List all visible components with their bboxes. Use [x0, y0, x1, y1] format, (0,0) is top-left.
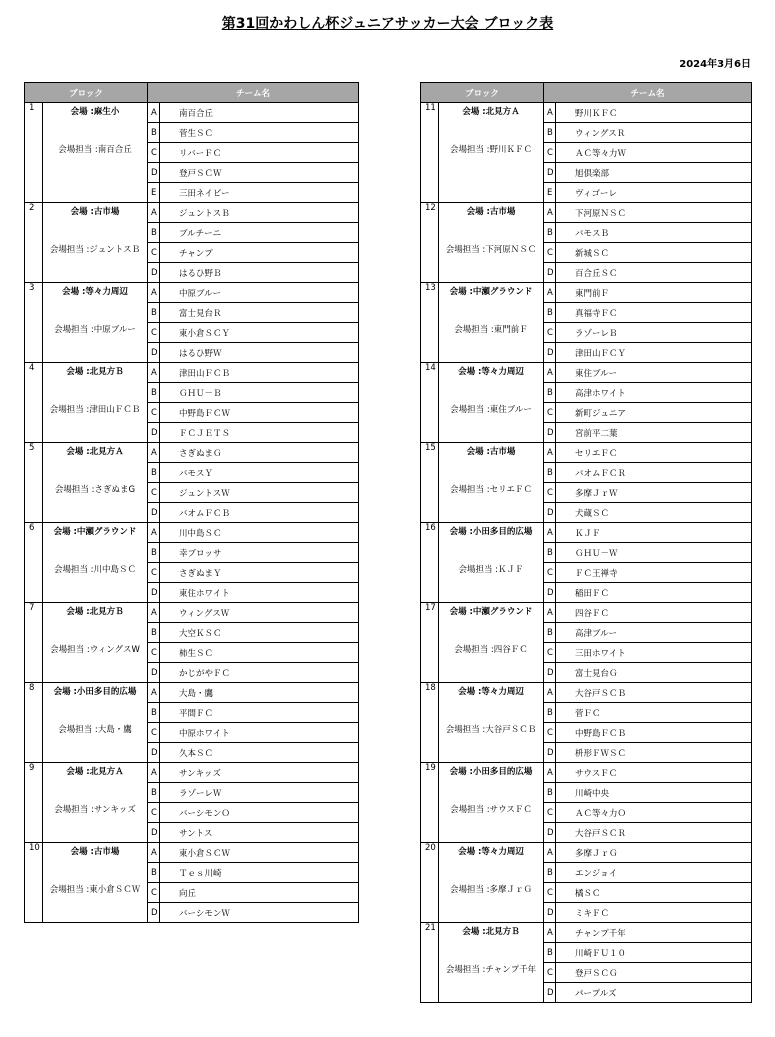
- team-name: 津田山ＦＣＹ: [556, 343, 752, 363]
- table-row: [25, 203, 359, 223]
- team-name: バオムＦＣＲ: [556, 463, 752, 483]
- header-block: ブロック: [421, 83, 544, 103]
- venue-representative: 会場担当 :チャンプ千年: [445, 965, 537, 975]
- team-letter: A: [544, 523, 556, 543]
- team-name: バーシモンＯ: [160, 803, 359, 823]
- header-block: ブロック: [25, 83, 148, 103]
- team-letter: B: [148, 623, 160, 643]
- team-letter: D: [148, 263, 160, 283]
- team-name: 柿生ＳＣ: [160, 643, 359, 663]
- team-letter: A: [148, 283, 160, 303]
- team-letter: B: [148, 383, 160, 403]
- block-number: 16: [421, 523, 439, 603]
- team-name: 中野島ＦＣＢ: [556, 723, 752, 743]
- team-letter: D: [148, 343, 160, 363]
- team-letter: D: [544, 343, 556, 363]
- team-letter: B: [544, 383, 556, 403]
- team-name: 大空ＫＳＣ: [160, 623, 359, 643]
- team-name: ＡＣ等々力Ｗ: [556, 143, 752, 163]
- block-number: 1: [25, 103, 43, 203]
- table-row: [25, 683, 359, 703]
- team-name: チャンプ千年: [556, 923, 752, 943]
- team-name: パープルズ: [556, 983, 752, 1003]
- team-letter: D: [544, 163, 556, 183]
- block-number: 14: [421, 363, 439, 443]
- team-letter: A: [544, 603, 556, 623]
- venue-label: 会場 :小田多目的広場: [449, 527, 533, 537]
- block-venue-cell: [439, 523, 544, 603]
- block-number: 20: [421, 843, 439, 923]
- team-letter: B: [544, 943, 556, 963]
- venue-label: 会場 :北見方Ａ: [66, 767, 124, 777]
- table-row: [421, 683, 752, 703]
- venue-representative: 会場担当 :サンキッズ: [54, 805, 136, 815]
- block-venue-cell: [43, 443, 148, 523]
- venue-label: 会場 :中瀬グラウンド: [449, 287, 533, 297]
- team-letter: C: [148, 143, 160, 163]
- team-letter: A: [544, 363, 556, 383]
- team-letter: D: [148, 163, 160, 183]
- team-name: ＦＣ王禅寺: [556, 563, 752, 583]
- team-letter: A: [544, 283, 556, 303]
- venue-label: 会場 :古市場: [70, 847, 120, 857]
- block-venue-cell: [43, 763, 148, 843]
- team-letter: D: [148, 583, 160, 603]
- team-name: ラゾーレＷ: [160, 783, 359, 803]
- venue-representative: 会場担当 :多摩ＪｒＧ: [449, 885, 533, 895]
- team-letter: D: [544, 743, 556, 763]
- venue-representative: 会場担当 :東住ブルー: [450, 405, 532, 415]
- venue-representative: 会場担当 :サウスＦＣ: [450, 805, 532, 815]
- block-number: 12: [421, 203, 439, 283]
- team-letter: C: [148, 483, 160, 503]
- table-row: [421, 103, 752, 123]
- team-name: 大谷戸ＳＣＢ: [556, 683, 752, 703]
- team-name: ＧＨＵ－Ｗ: [556, 543, 752, 563]
- team-letter: C: [148, 643, 160, 663]
- venue-representative: 会場担当 :津田山ＦＣＢ: [49, 405, 141, 415]
- team-letter: D: [148, 423, 160, 443]
- team-name: 多摩ＪｒＧ: [556, 843, 752, 863]
- block-venue-cell: [439, 363, 544, 443]
- team-name: 向丘: [160, 883, 359, 903]
- team-name: 中原ホワイト: [160, 723, 359, 743]
- team-letter: A: [544, 203, 556, 223]
- block-body: [25, 103, 359, 923]
- team-name: 中原ブルー: [160, 283, 359, 303]
- team-name: 野川ＫＦＣ: [556, 103, 752, 123]
- team-name: チャンプ: [160, 243, 359, 263]
- team-letter: C: [544, 563, 556, 583]
- table-row: [421, 603, 752, 623]
- block-venue-cell: [43, 203, 148, 283]
- venue-representative: 会場担当 :四谷ＦＣ: [454, 645, 528, 655]
- venue-label: 会場 :北見方Ｂ: [66, 367, 124, 377]
- venue-label: 会場 :小田多目的広場: [449, 767, 533, 777]
- team-name: 東住ブルー: [556, 363, 752, 383]
- block-table-right: [420, 82, 752, 1003]
- team-name: 新城ＳＣ: [556, 243, 752, 263]
- team-letter: C: [544, 803, 556, 823]
- team-name: ＡＣ等々力Ｏ: [556, 803, 752, 823]
- venue-representative: 会場担当 :下河原ＮＳＣ: [445, 245, 537, 255]
- team-letter: C: [544, 643, 556, 663]
- team-letter: D: [544, 423, 556, 443]
- table-row: [25, 283, 359, 303]
- team-name: 菅生ＳＣ: [160, 123, 359, 143]
- team-name: ヴィゴーレ: [556, 183, 752, 203]
- team-name: さぎぬまＧ: [160, 443, 359, 463]
- team-name: 百合丘ＳＣ: [556, 263, 752, 283]
- team-name: 登戸ＳＣＷ: [160, 163, 359, 183]
- block-number: 17: [421, 603, 439, 683]
- team-name: 平間ＦＣ: [160, 703, 359, 723]
- team-letter: C: [148, 323, 160, 343]
- team-letter: B: [148, 783, 160, 803]
- team-letter: D: [544, 663, 556, 683]
- team-letter: C: [148, 243, 160, 263]
- table-row: [25, 363, 359, 383]
- team-name: 東住ホワイト: [160, 583, 359, 603]
- block-venue-cell: [439, 203, 544, 283]
- team-name: Ｔｅｓ川崎: [160, 863, 359, 883]
- team-letter: D: [148, 903, 160, 923]
- block-venue-cell: [43, 603, 148, 683]
- block-number: 9: [25, 763, 43, 843]
- team-letter: A: [148, 763, 160, 783]
- block-number: 21: [421, 923, 439, 1003]
- team-name: 大島・鷹: [160, 683, 359, 703]
- table-row: [421, 363, 752, 383]
- team-name: リバーＦＣ: [160, 143, 359, 163]
- venue-label: 会場 :古市場: [70, 207, 120, 217]
- venue-representative: 会場担当 :さぎぬまG: [54, 485, 136, 495]
- block-number: 15: [421, 443, 439, 523]
- team-name: さぎぬまＹ: [160, 563, 359, 583]
- team-name: 三田ネイビー: [160, 183, 359, 203]
- block-venue-cell: [439, 443, 544, 523]
- venue-label: 会場 :小田多目的広場: [53, 687, 137, 697]
- table-row: [421, 923, 752, 943]
- team-letter: E: [544, 183, 556, 203]
- team-letter: C: [544, 963, 556, 983]
- team-letter: A: [148, 203, 160, 223]
- team-name: 富士見台Ｇ: [556, 663, 752, 683]
- team-letter: D: [544, 823, 556, 843]
- table-row: [421, 443, 752, 463]
- page-title: 第31回かわしん杯ジュニアサッカー大会 ブロック表: [221, 16, 554, 32]
- team-name: 登戸ＳＣＧ: [556, 963, 752, 983]
- team-letter: A: [544, 443, 556, 463]
- team-letter: B: [148, 123, 160, 143]
- team-letter: D: [148, 823, 160, 843]
- venue-label: 会場 :等々力周辺: [62, 287, 128, 297]
- team-name: 南百合丘: [160, 103, 359, 123]
- block-venue-cell: [43, 843, 148, 923]
- team-letter: A: [544, 763, 556, 783]
- team-letter: B: [544, 543, 556, 563]
- team-letter: C: [544, 323, 556, 343]
- table-row: [25, 763, 359, 783]
- venue-representative: 会場担当 :東門前Ｆ: [454, 325, 528, 335]
- venue-label: 会場 :等々力周辺: [458, 367, 524, 377]
- block-venue-cell: [439, 763, 544, 843]
- table-row: [25, 103, 359, 123]
- team-letter: A: [148, 363, 160, 383]
- team-name: 川崎中央: [556, 783, 752, 803]
- team-name: 高津ブルー: [556, 623, 752, 643]
- venue-representative: 会場担当 :野川ＫＦＣ: [449, 145, 533, 155]
- team-letter: D: [544, 903, 556, 923]
- team-name: ウィングスＷ: [160, 603, 359, 623]
- venue-representative: 会場担当 :東小倉ＳＣＷ: [49, 885, 141, 895]
- table-row: [421, 763, 752, 783]
- venue-representative: 会場担当 :南百合丘: [58, 145, 132, 155]
- table-row: [25, 523, 359, 543]
- block-venue-cell: [439, 683, 544, 763]
- team-name: バモスＢ: [556, 223, 752, 243]
- venue-label: 会場 :等々力周辺: [458, 687, 524, 697]
- team-name: 旭倶楽部: [556, 163, 752, 183]
- block-number: 5: [25, 443, 43, 523]
- venue-representative: 会場担当 :中原ブルー: [54, 325, 136, 335]
- team-name: ラゾーレＢ: [556, 323, 752, 343]
- team-letter: C: [148, 883, 160, 903]
- block-number: 8: [25, 683, 43, 763]
- block-number: 11: [421, 103, 439, 203]
- block-venue-cell: [439, 603, 544, 683]
- team-name: 津田山ＦＣＢ: [160, 363, 359, 383]
- block-number: 19: [421, 763, 439, 843]
- team-name: バモスＹ: [160, 463, 359, 483]
- team-letter: C: [544, 403, 556, 423]
- block-venue-cell: [43, 683, 148, 763]
- venue-label: 会場 :北見方Ｂ: [462, 927, 520, 937]
- team-letter: C: [544, 883, 556, 903]
- table-row: [421, 283, 752, 303]
- team-letter: D: [148, 743, 160, 763]
- team-name: 久本ＳＣ: [160, 743, 359, 763]
- document-date: 2024年3月6日: [679, 59, 751, 70]
- team-letter: A: [544, 683, 556, 703]
- team-letter: A: [544, 923, 556, 943]
- team-name: バオムＦＣＢ: [160, 503, 359, 523]
- venue-label: 会場 :古市場: [466, 447, 516, 457]
- team-letter: B: [148, 223, 160, 243]
- team-letter: B: [544, 463, 556, 483]
- team-letter: A: [148, 683, 160, 703]
- team-letter: B: [148, 303, 160, 323]
- team-letter: B: [544, 863, 556, 883]
- table-row: [421, 523, 752, 543]
- team-letter: A: [148, 443, 160, 463]
- team-name: 中野島ＦＣＷ: [160, 403, 359, 423]
- block-venue-cell: [439, 283, 544, 363]
- team-name: 稲田ＦＣ: [556, 583, 752, 603]
- team-name: 川崎ＦＵ１０: [556, 943, 752, 963]
- block-venue-cell: [43, 363, 148, 443]
- team-name: 東小倉ＳＣＹ: [160, 323, 359, 343]
- venue-representative: 会場担当 :川中島ＳＣ: [53, 565, 137, 575]
- team-letter: D: [148, 503, 160, 523]
- team-name: ウィングスＲ: [556, 123, 752, 143]
- team-letter: B: [148, 863, 160, 883]
- team-letter: A: [148, 603, 160, 623]
- venue-label: 会場 :麻生小: [70, 107, 120, 117]
- team-name: ミキＦＣ: [556, 903, 752, 923]
- team-name: 枡形ＦＷＳＣ: [556, 743, 752, 763]
- team-letter: A: [148, 103, 160, 123]
- team-letter: D: [544, 503, 556, 523]
- venue-representative: 会場担当 :セリエＦＣ: [450, 485, 532, 495]
- table-row: [421, 203, 752, 223]
- venue-representative: 会場担当 :ウィングスW: [50, 645, 140, 655]
- team-name: 多摩ＪｒＷ: [556, 483, 752, 503]
- team-letter: E: [148, 183, 160, 203]
- team-letter: B: [544, 703, 556, 723]
- team-name: ブルチーニ: [160, 223, 359, 243]
- team-letter: C: [544, 143, 556, 163]
- header-team: チーム名: [148, 83, 359, 103]
- team-name: サウスＦＣ: [556, 763, 752, 783]
- team-name: はるひ野Ｗ: [160, 343, 359, 363]
- team-letter: B: [544, 783, 556, 803]
- team-name: 東小倉ＳＣＷ: [160, 843, 359, 863]
- team-letter: D: [148, 663, 160, 683]
- venue-label: 会場 :古市場: [466, 207, 516, 217]
- team-name: 幸ブロッサ: [160, 543, 359, 563]
- block-body: [421, 103, 752, 1003]
- team-name: 宮前平二葉: [556, 423, 752, 443]
- team-name: 四谷ＦＣ: [556, 603, 752, 623]
- team-letter: B: [148, 463, 160, 483]
- team-letter: A: [544, 103, 556, 123]
- block-number: 10: [25, 843, 43, 923]
- team-name: 川中島ＳＣ: [160, 523, 359, 543]
- block-venue-cell: [439, 843, 544, 923]
- team-name: 大谷戸ＳＣＲ: [556, 823, 752, 843]
- block-number: 18: [421, 683, 439, 763]
- team-name: 菅ＦＣ: [556, 703, 752, 723]
- venue-label: 会場 :等々力周辺: [458, 847, 524, 857]
- team-letter: C: [148, 723, 160, 743]
- venue-label: 会場 :北見方Ａ: [66, 447, 124, 457]
- team-name: ＧＨＵ－Ｂ: [160, 383, 359, 403]
- block-number: 6: [25, 523, 43, 603]
- team-letter: D: [544, 263, 556, 283]
- team-name: セリエＦＣ: [556, 443, 752, 463]
- block-venue-cell: [439, 103, 544, 203]
- block-venue-cell: [43, 103, 148, 203]
- team-name: 犬蔵ＳＣ: [556, 503, 752, 523]
- team-letter: C: [148, 803, 160, 823]
- team-name: はるひ野Ｂ: [160, 263, 359, 283]
- table-row: [25, 443, 359, 463]
- venue-label: 会場 :北見方Ａ: [462, 107, 520, 117]
- team-letter: A: [544, 843, 556, 863]
- team-letter: C: [544, 243, 556, 263]
- team-letter: D: [544, 983, 556, 1003]
- team-letter: C: [148, 403, 160, 423]
- team-name: 三田ホワイト: [556, 643, 752, 663]
- header-team: チーム名: [544, 83, 752, 103]
- team-letter: B: [544, 223, 556, 243]
- team-name: サントス: [160, 823, 359, 843]
- block-table-left: [24, 82, 359, 923]
- team-letter: B: [148, 543, 160, 563]
- team-letter: B: [148, 703, 160, 723]
- team-name: 真福寺ＦＣ: [556, 303, 752, 323]
- block-number: 7: [25, 603, 43, 683]
- table-row: [25, 843, 359, 863]
- team-name: かじがやＦＣ: [160, 663, 359, 683]
- venue-representative: 会場担当 :大島・鷹: [58, 725, 132, 735]
- team-letter: A: [148, 523, 160, 543]
- block-number: 4: [25, 363, 43, 443]
- team-name: 下河原ＮＳＣ: [556, 203, 752, 223]
- team-name: 富士見台Ｒ: [160, 303, 359, 323]
- team-name: ジュントスＷ: [160, 483, 359, 503]
- team-letter: B: [544, 303, 556, 323]
- venue-representative: 会場担当 :大谷戸ＳＣＢ: [445, 725, 537, 735]
- block-venue-cell: [439, 923, 544, 1003]
- team-letter: C: [544, 723, 556, 743]
- block-venue-cell: [43, 523, 148, 603]
- team-name: エンジョイ: [556, 863, 752, 883]
- table-row: [25, 603, 359, 623]
- team-letter: D: [544, 583, 556, 603]
- team-letter: C: [148, 563, 160, 583]
- venue-representative: 会場担当 :ＫＪＦ: [458, 565, 524, 575]
- team-name: ジュントスＢ: [160, 203, 359, 223]
- venue-representative: 会場担当 :ジュントスＢ: [49, 245, 141, 255]
- team-letter: C: [544, 483, 556, 503]
- team-letter: B: [544, 623, 556, 643]
- block-number: 2: [25, 203, 43, 283]
- table-row: [421, 843, 752, 863]
- team-letter: B: [544, 123, 556, 143]
- team-name: ＫＪＦ: [556, 523, 752, 543]
- venue-label: 会場 :北見方Ｂ: [66, 607, 124, 617]
- team-letter: A: [148, 843, 160, 863]
- block-number: 3: [25, 283, 43, 363]
- block-number: 13: [421, 283, 439, 363]
- block-venue-cell: [43, 283, 148, 363]
- team-name: バーシモンＷ: [160, 903, 359, 923]
- venue-label: 会場 :中瀬グラウンド: [53, 527, 137, 537]
- team-name: ＦＣＪＥＴＳ: [160, 423, 359, 443]
- team-name: 東門前Ｆ: [556, 283, 752, 303]
- team-name: サンキッズ: [160, 763, 359, 783]
- team-name: 新町ジュニア: [556, 403, 752, 423]
- venue-label: 会場 :中瀬グラウンド: [449, 607, 533, 617]
- team-name: 橘ＳＣ: [556, 883, 752, 903]
- team-name: 高津ホワイト: [556, 383, 752, 403]
